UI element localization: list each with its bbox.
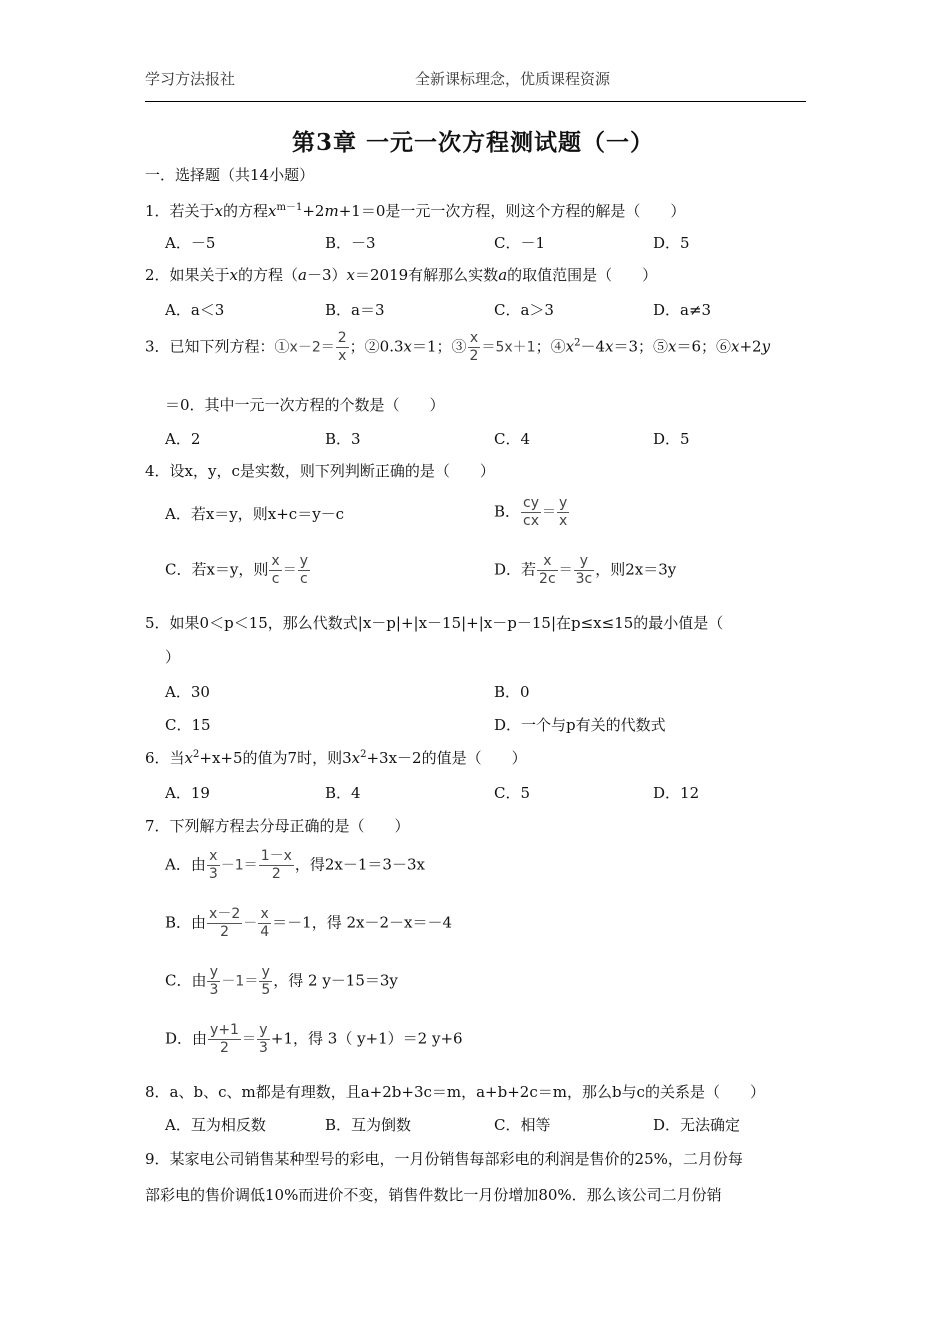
question-4-option-c: C．若x＝y，则 $\frac{x}{c}$ ＝ $\frac{y}{c}$ [165, 553, 309, 587]
header-rule [145, 101, 806, 102]
question-7-option-a: A．由 $\frac{x}{3}$ －1＝ $\frac{1-x}{2}$ ，得2x－1＝3－3x [165, 848, 425, 882]
question-6-option-a: A．19 [165, 784, 210, 802]
question-5-stem: 5．如果0＜p＜15，那么代数式|x－p|+|x－15|+|x－p－15|在p≤x≤15的最小值是（ [145, 614, 724, 632]
question-4-stem: 4．设x，y，c是实数，则下列判断正确的是（ ） [145, 462, 495, 480]
question-2-stem: 2．如果关于x的方程（a－3）x＝2019有解那么实数a的取值范围是（ ） [145, 266, 658, 284]
question-5-stem-line2: ） [165, 648, 181, 666]
question-8-option-d: D．无法确定 [653, 1116, 741, 1134]
fraction: $\frac{2}{x}$ [337, 330, 347, 364]
question-2-option-d: D．a≠3 [653, 301, 712, 319]
question-8-option-c: C．相等 [494, 1116, 551, 1134]
question-3-option-d: D．5 [653, 430, 690, 448]
question-9-stem: 9．某家电公司销售某种型号的彩电，一月份销售每部彩电的利润是售价的25%，二月份每 [145, 1150, 743, 1168]
section-heading: 一．选择题（共14小题） [145, 166, 315, 184]
question-3-stem: 3．已知下列方程：①x－2＝ $\frac{2}{x}$ ；②0.3x＝1；③ $\frac{x}{2}$ ＝5x＋1；$④x^2-4x=3$；⑤x＝6；⑥x+2y [145, 330, 771, 364]
question-2-option-b: B．a＝3 [325, 301, 385, 319]
question-4-option-a: A．若x＝y，则x+c＝y－c [165, 505, 345, 523]
header-slogan: 全新课标理念，优质课程资源 [415, 70, 611, 88]
question-3-option-c: C．4 [494, 430, 531, 448]
question-5-option-a: A．30 [165, 683, 210, 701]
publisher-name: 学习方法报社 [145, 70, 236, 88]
question-6-stem: 6．当$x^2+x+5$的值为7时，则$3x^2+3x-2$的值是（ ） [145, 749, 527, 767]
question-6-option-b: B．4 [325, 784, 361, 802]
fraction: $\frac{x}{2}$ [469, 330, 479, 364]
question-3-stem-line2: ＝0．其中一元一次方程的个数是（ ） [165, 396, 445, 414]
question-7-option-d: D．由 $\frac{y+1}{2}$ ＝ $\frac{y}{3}$ +1，得 3（ y+1）＝2 y+6 [165, 1022, 463, 1056]
question-9-stem-line2: 部彩电的售价调低10%而进价不变，销售件数比一月份增加80%．那么该公司二月份销 [145, 1186, 722, 1204]
question-6-option-d: D．12 [653, 784, 700, 802]
question-2-option-c: C．a＞3 [494, 301, 554, 319]
question-5-option-d: D．一个与p有关的代数式 [494, 716, 666, 734]
question-6-option-c: C．5 [494, 784, 531, 802]
question-5-option-b: B．0 [494, 683, 530, 701]
question-7-option-c: C．由 $\frac{y}{3}$ －1＝ $\frac{y}{5}$ ，得 2 y－15＝3y [165, 964, 398, 998]
question-1-stem: 1．若关于x的方程$x^{m-1}+2m+1=0$是一元一次方程，则这个方程的解是（ ） [145, 202, 686, 220]
question-1-option-a: A．－5 [165, 234, 216, 252]
question-4-option-d: D．若 $\frac{x}{2c}$ ＝ $\frac{y}{3c}$ ，则2x＝3y [494, 553, 677, 587]
question-1-option-d: D．5 [653, 234, 690, 252]
question-7-option-b: B．由 $\frac{x-2}{2}$ － $\frac{x}{4}$ ＝－1，得 2x－2－x＝－4 [165, 906, 453, 940]
question-1-option-c: C．－1 [494, 234, 546, 252]
question-8-option-a: A．互为相反数 [165, 1116, 266, 1134]
question-4-option-b: B． $\frac{cy}{cx}$ ＝ $\frac{y}{x}$ [494, 495, 568, 529]
question-8-option-b: B．互为倒数 [325, 1116, 412, 1134]
question-1-option-b: B．－3 [325, 234, 376, 252]
question-5-option-c: C．15 [165, 716, 211, 734]
question-2-option-a: A．a＜3 [165, 301, 225, 319]
question-3-option-b: B．3 [325, 430, 361, 448]
page-title: 第3章 一元一次方程测试题（一） [292, 129, 655, 156]
question-8-stem: 8．a、b、c、m都是有理数，且a+2b+3c＝m，a+b+2c＝m，那么b与c的关系是（ ） [145, 1083, 765, 1101]
question-7-stem: 7．下列解方程去分母正确的是（ ） [145, 817, 410, 835]
question-3-option-a: A．2 [165, 430, 201, 448]
